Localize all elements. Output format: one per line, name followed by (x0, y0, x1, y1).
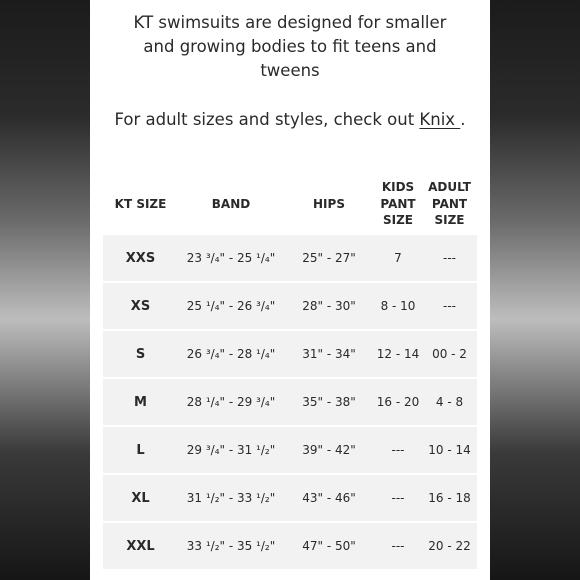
cell-band: 23 ³/₄" - 25 ¹/₄" (186, 251, 276, 265)
size-guide-panel (90, 0, 490, 580)
cell-size: S (135, 346, 146, 362)
intro-line: and growing bodies to fit teens and (143, 37, 437, 56)
header-band: BAND (211, 196, 251, 211)
cell-band: 33 ¹/₂" - 35 ¹/₂" (186, 539, 276, 553)
cell-adult-pant: --- (443, 251, 456, 265)
intro-line: tweens (260, 61, 320, 80)
cell-size: L (136, 442, 145, 458)
table-row (103, 427, 477, 473)
knix-link[interactable]: Knix (419, 110, 461, 129)
cell-band: 31 ¹/₂" - 33 ¹/₂" (186, 491, 276, 505)
cell-hips: 28" - 30" (302, 299, 356, 313)
cell-adult-pant: 00 - 2 (432, 347, 467, 361)
header-line: SIZE (382, 213, 413, 228)
cell-size: XL (131, 490, 150, 506)
table-header-row (103, 175, 477, 233)
cell-size: XS (130, 298, 151, 314)
cell-adult-pant: 10 - 14 (428, 443, 471, 457)
table-row (103, 475, 477, 521)
cell-kids-pant: --- (391, 443, 405, 457)
cell-adult-pant: 4 - 8 (435, 395, 464, 409)
header-line: PANT (431, 196, 468, 211)
table-row (103, 379, 477, 425)
header-kt-size: KT SIZE (114, 196, 167, 211)
cell-hips: 35" - 38" (302, 395, 356, 409)
adult-note-prefix: For adult sizes and styles, check out (114, 110, 420, 129)
cell-kids-pant: 7 (394, 251, 402, 265)
table-row (103, 331, 477, 377)
header-line: KIDS (381, 180, 415, 195)
header-line: ADULT (428, 180, 471, 195)
cell-adult-pant: --- (443, 299, 456, 313)
intro-text (102, 11, 478, 83)
cell-adult-pant: 16 - 18 (428, 491, 471, 505)
cell-hips: 43" - 46" (302, 491, 356, 505)
cell-hips: 47" - 50" (302, 539, 356, 553)
cell-kids-pant: 8 - 10 (380, 299, 416, 313)
header-hips: HIPS (313, 196, 345, 211)
header-kids-pant-size (374, 179, 422, 229)
cell-kids-pant: --- (391, 539, 405, 553)
cell-band: 28 ¹/₄" - 29 ³/₄" (186, 395, 276, 409)
cell-size: XXS (125, 250, 156, 266)
cell-hips: 25" - 27" (302, 251, 356, 265)
cell-band: 26 ³/₄" - 28 ¹/₄" (186, 347, 276, 361)
cell-size: XXL (126, 538, 155, 554)
cell-hips: 31" - 34" (302, 347, 356, 361)
header-line: PANT (380, 196, 416, 211)
cell-hips: 39" - 42" (302, 443, 356, 457)
table-row (103, 235, 477, 281)
adult-note-suffix: . (460, 110, 466, 129)
adult-sizes-note (90, 108, 490, 132)
header-line: SIZE (434, 213, 465, 228)
cell-band: 29 ³/₄" - 31 ¹/₂" (186, 443, 276, 457)
header-adult-pant-size (422, 179, 477, 229)
cell-kids-pant: 12 - 14 (376, 347, 420, 361)
intro-line: KT swimsuits are designed for smaller (133, 13, 447, 32)
table-row (103, 283, 477, 329)
size-chart-table (103, 175, 477, 569)
cell-kids-pant: --- (391, 491, 405, 505)
cell-adult-pant: 20 - 22 (428, 539, 471, 553)
cell-kids-pant: 16 - 20 (376, 395, 420, 409)
cell-band: 25 ¹/₄" - 26 ³/₄" (186, 299, 276, 313)
cell-size: M (134, 394, 147, 410)
table-row (103, 523, 477, 569)
